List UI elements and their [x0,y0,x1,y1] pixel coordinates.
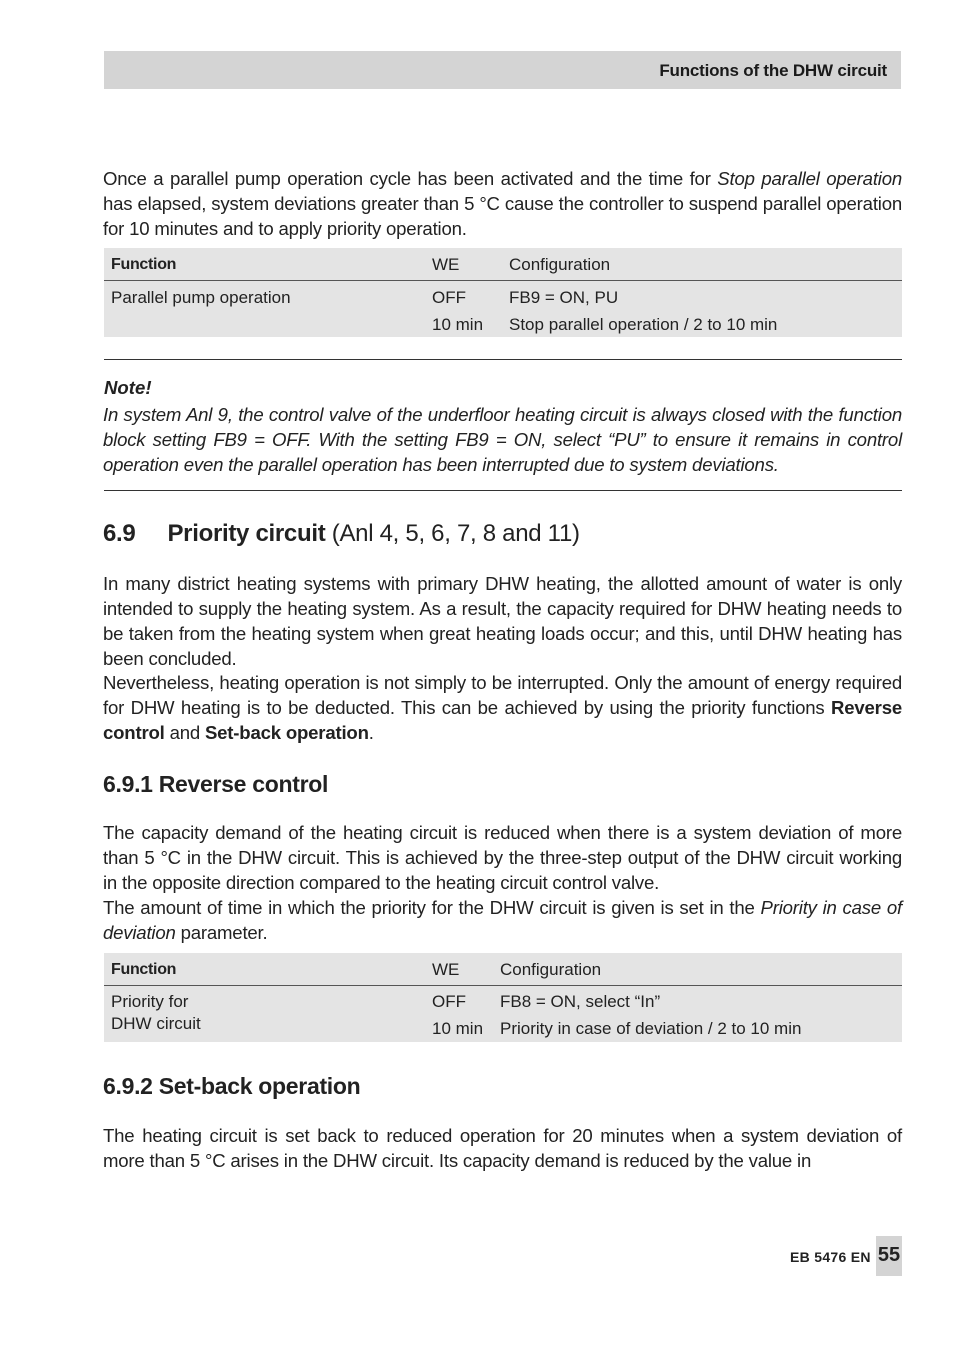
section-6-9-heading [103,520,580,548]
section-6-9-2-heading: 6.9.2 Set-back operation [103,1073,361,1099]
intro-paragraph [103,166,902,241]
config-cell: Priority in case of deviation / 2 to 10 min [500,1019,802,1038]
section-6-9-1-paragraph-1: The capacity demand of the heating circuit is reduced when there is a system deviation of more than 5 °C in the DHW circuit. This is achieved by the three-step output of the DHW circuit working in the opposite direction compared to the heating circuit control valve. [103,822,902,893]
we-cell: OFF [432,992,466,1011]
section-subtitle: (Anl 4, 5, 6, 7, 8 and 11) [331,520,580,547]
section-6-9-1-heading: 6.9.1 Reverse control [103,771,329,797]
config-cell: Stop parallel operation / 2 to 10 min [509,315,778,334]
header-configuration: Configuration [500,960,602,979]
note-title: Note! [104,377,152,398]
p2-and: and [164,722,205,743]
p2-text: The amount of time in which the priority for the DHW circuit is given is set in the [103,897,761,918]
page-header [104,51,901,89]
p2-bold-reverse: Reverse control [103,697,902,743]
table-header-row [104,953,902,986]
p2-italic: Priority in case of deviation [103,897,902,943]
section-number: 6.9 [103,520,136,547]
p2-text: Nevertheless, heating operation is not simply to be interrupted. Only the amount of energy required for DHW heating is to be deducted. This can be achieved by using the priority functions [103,672,902,718]
note-top-rule [104,359,902,360]
function-cell-line-1: Priority for [111,992,189,1011]
header-we: WE [432,255,460,274]
function-cell: Parallel pump operation [111,288,291,307]
document-code: EB 5476 EN [790,1249,871,1265]
we-cell: OFF [432,288,466,307]
section-6-9-2-paragraph-1: The heating circuit is set back to reduced operation for 20 minutes when a system deviation of more than 5 °C arises in the DHW circuit. Its capacity demand is reduced by the value in [103,1125,902,1171]
we-cell: 10 min [432,1019,484,1038]
config-cell: FB9 = ON, PU [509,288,619,307]
header-function: Function [111,961,177,978]
we-cell: 10 min [432,315,484,334]
intro-text-1: Once a parallel pump operation cycle has been activated and the time for [103,168,718,189]
function-cell-line-2: DHW circuit [111,1014,201,1033]
p2-end: . [368,722,374,743]
config-cell: FB8 = ON, select “In” [500,992,661,1011]
note-italic-text: In system Anl 9, the control valve of the underfloor heating circuit is always closed with the function block setting FB9 = OFF. With the setting FB9 = ON, select “PU” to ensure it remains in control operation even the parallel operation has been interrupted due to system deviations. [103,404,902,475]
note-text [103,402,902,477]
intro-text-2: has elapsed, system deviations greater than 5 °C cause the controller to suspend parallel operation for 10 minutes and to apply priority operation. [103,193,902,239]
header-function: Function [111,256,177,273]
page-number: 55 [877,1244,901,1266]
table-header-row [104,248,902,281]
header-title: Functions of the DHW circuit [659,61,887,80]
parallel-pump-table [104,248,902,337]
note-bottom-rule [104,490,902,491]
section-6-9-paragraph-2 [103,670,902,745]
header-configuration: Configuration [509,255,611,274]
page-number-box [876,1236,902,1276]
p2-bold-setback: Set-back operation [204,722,369,743]
section-6-9-paragraph-1: In many district heating systems with primary DHW heating, the allotted amount of water is only intended to supply the heating system. As a result, the capacity required for DHW heating needs to be taken from the heating system when great heating loads occur; and this, until DHW heating has been concluded. [103,573,902,669]
intro-italic: Stop parallel operation [717,168,902,189]
section-title: Priority circuit [167,520,326,547]
priority-table [104,953,902,1042]
header-we: WE [432,960,460,979]
p2-end: parameter. [175,922,268,943]
section-6-9-1-paragraph-2 [103,895,902,945]
